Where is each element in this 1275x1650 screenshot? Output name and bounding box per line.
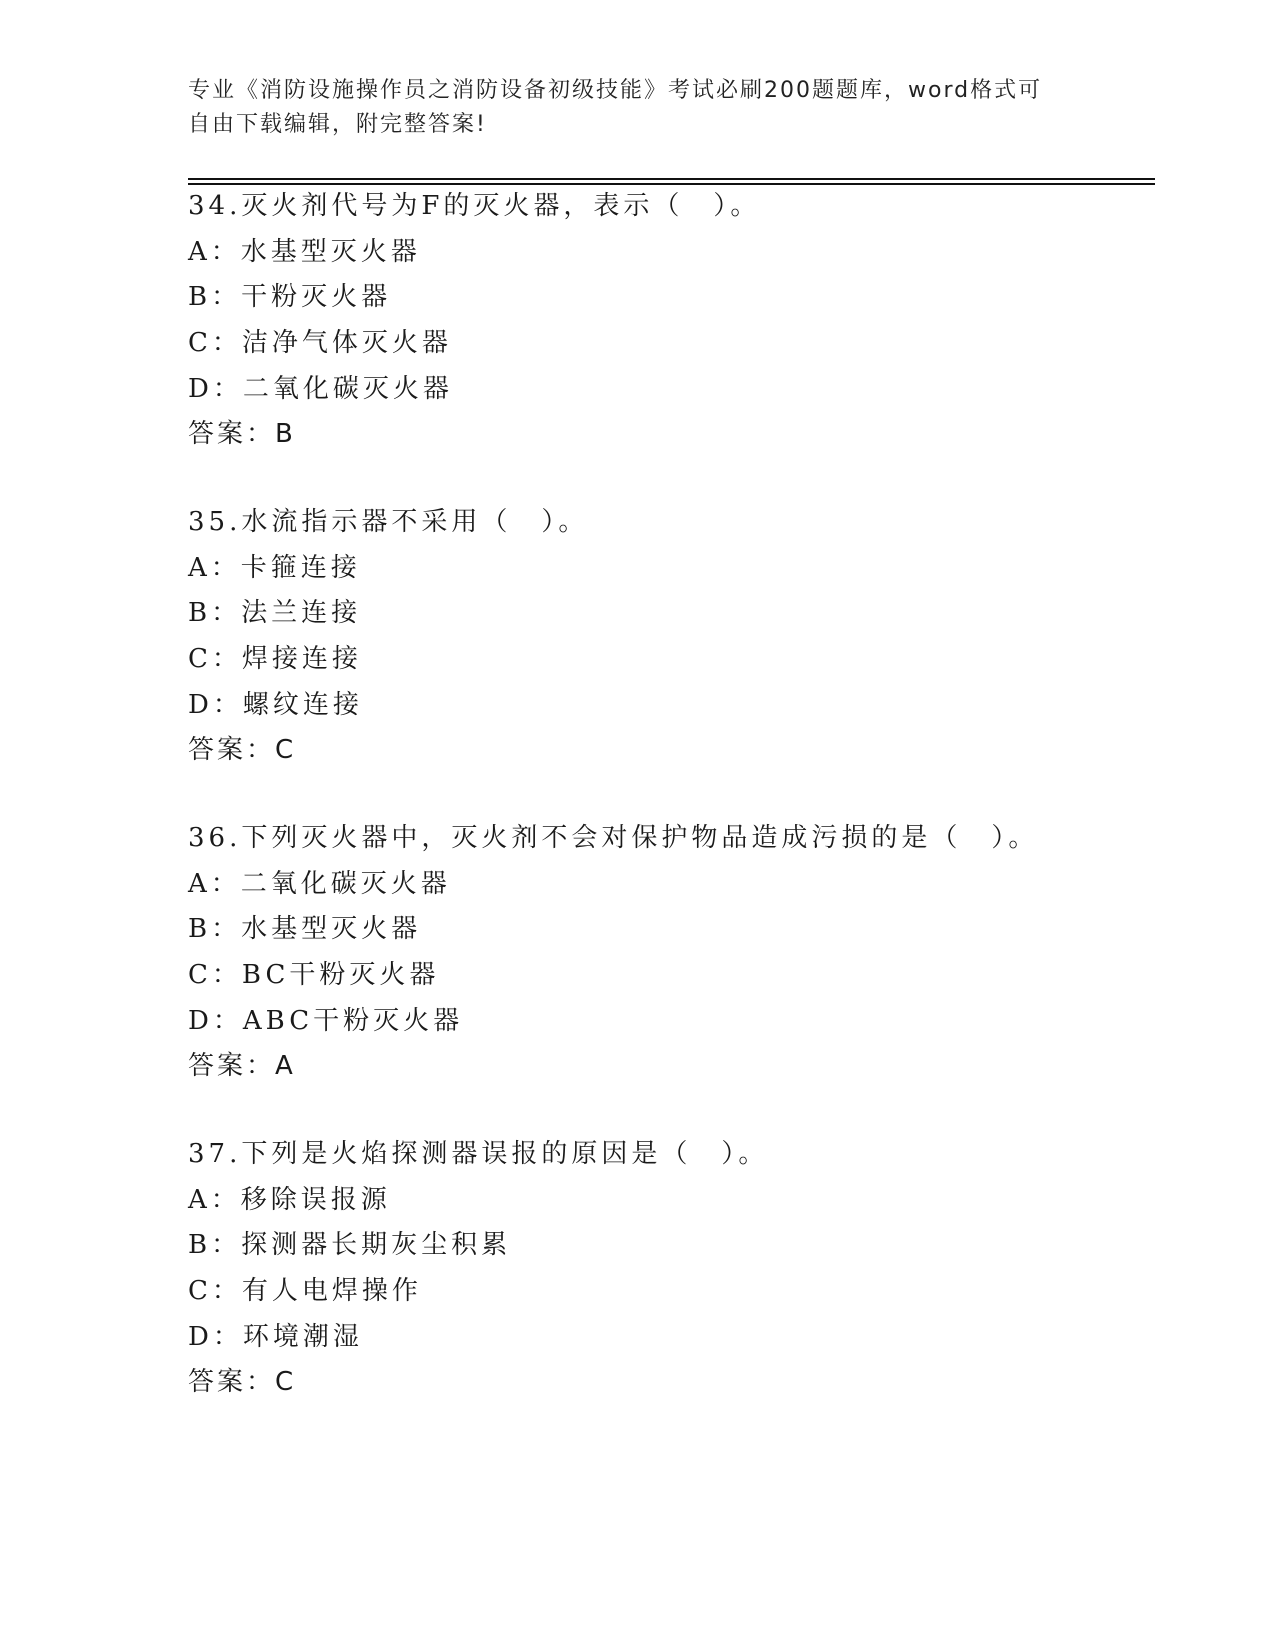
option-c: C：BC干粉灭火器 xyxy=(188,960,440,991)
option-a: A：卡箍连接 xyxy=(188,552,361,583)
option-c: C：洁净气体灭火器 xyxy=(188,328,452,359)
answer-line: 答案：C xyxy=(188,735,297,766)
header-line-1: 专业《消防设施操作员之消防设备初级技能》考试必刷200题题库，word格式可 xyxy=(188,78,1043,103)
question-stem: 35.水流指示器不采用（ ）。 xyxy=(188,507,589,537)
header-divider-top xyxy=(188,178,1155,180)
option-a: A：移除误报源 xyxy=(188,1184,391,1215)
answer-line: 答案：B xyxy=(188,419,296,450)
option-a: A：水基型灭火器 xyxy=(188,236,421,267)
option-d: D：二氧化碳灭火器 xyxy=(188,373,453,404)
document-header xyxy=(188,74,1088,142)
option-c: C：有人电焊操作 xyxy=(188,1276,422,1307)
option-a: A：二氧化碳灭火器 xyxy=(188,868,451,899)
question-37 xyxy=(188,1132,1148,1406)
question-35 xyxy=(188,500,1148,774)
answer-line: 答案：C xyxy=(188,1367,297,1398)
option-b: B：水基型灭火器 xyxy=(188,914,422,945)
option-d: D：环境潮湿 xyxy=(188,1321,363,1352)
option-d: D：螺纹连接 xyxy=(188,689,363,720)
answer-line: 答案：A xyxy=(188,1051,296,1082)
option-c: C：焊接连接 xyxy=(188,644,362,675)
option-b: B：探测器长期灰尘积累 xyxy=(188,1230,512,1261)
option-b: B：干粉灭火器 xyxy=(188,282,392,313)
header-line-2: 自由下载编辑，附完整答案! xyxy=(188,112,487,137)
question-stem: 36.下列灭火器中，灭火剂不会对保护物品造成污损的是（ ）。 xyxy=(188,823,1039,853)
question-34 xyxy=(188,184,1148,458)
question-stem: 34.灭火剂代号为F的灭火器，表示（ ）。 xyxy=(188,191,761,221)
question-stem: 37.下列是火焰探测器误报的原因是（ ）。 xyxy=(188,1139,769,1169)
question-36 xyxy=(188,816,1148,1090)
option-b: B：法兰连接 xyxy=(188,598,362,629)
option-d: D：ABC干粉灭火器 xyxy=(188,1005,464,1036)
